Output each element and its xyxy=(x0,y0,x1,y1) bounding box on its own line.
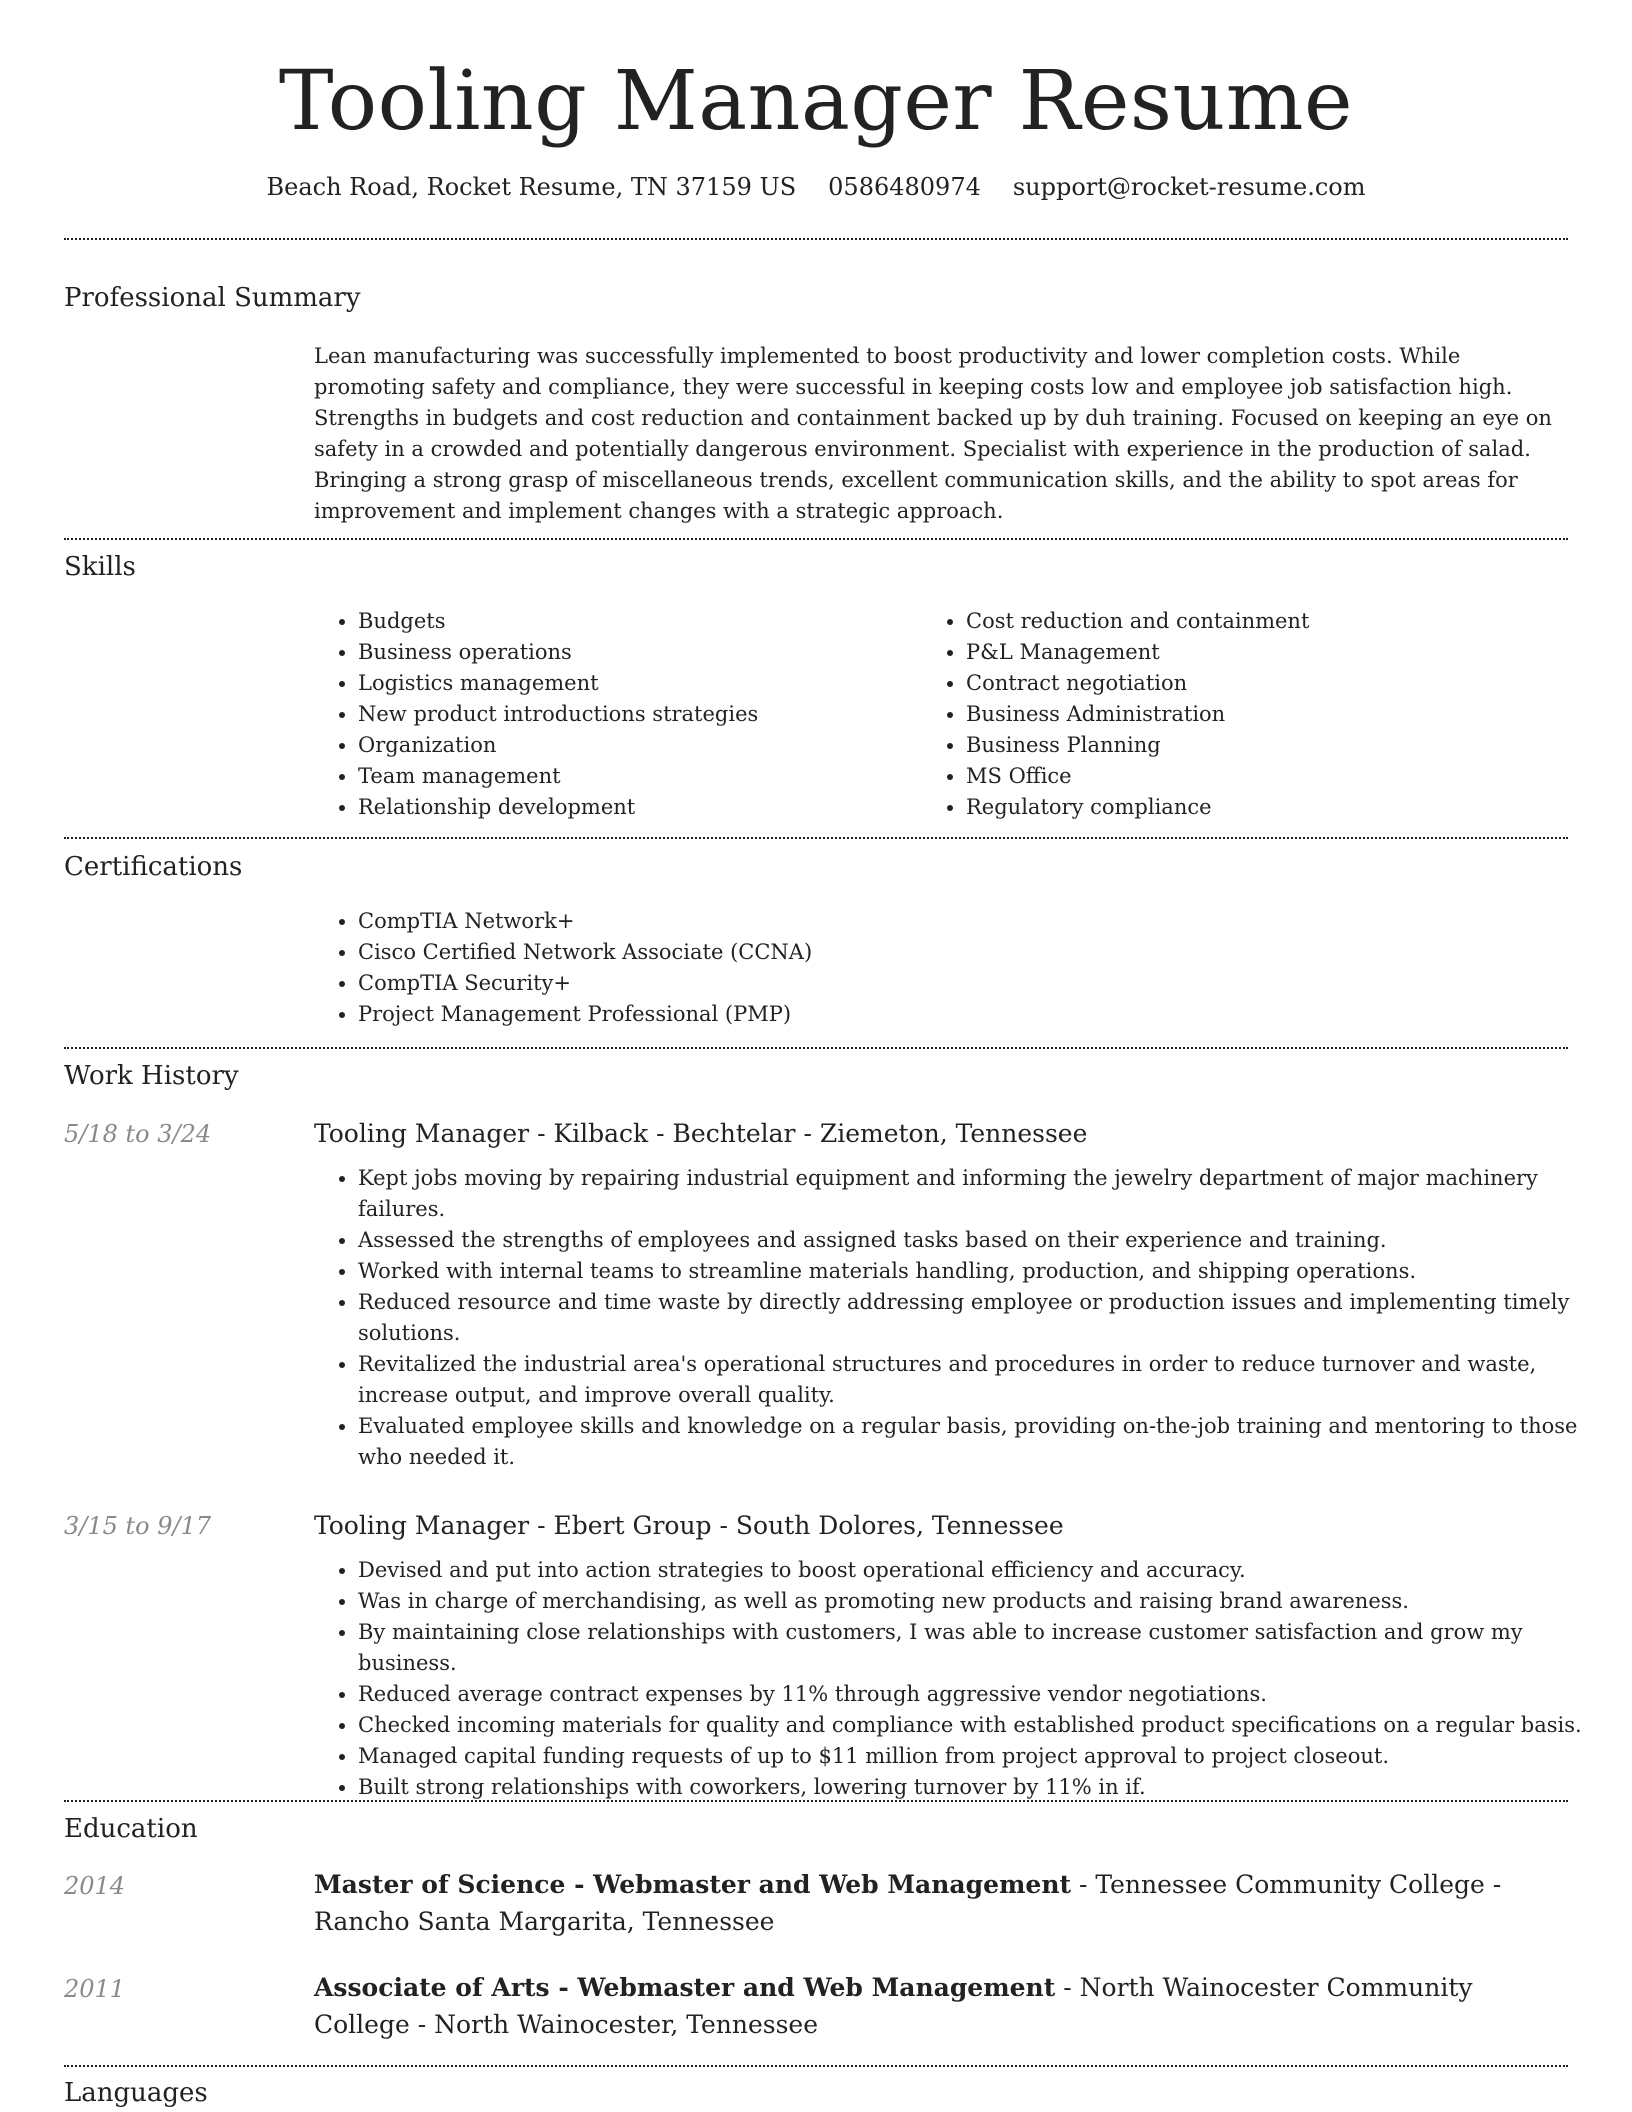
certification-item: • Cisco Certified Network Associate (CCNA) xyxy=(358,937,1608,968)
certification-item: • CompTIA Network+ xyxy=(358,906,1608,937)
education-year: 2014 xyxy=(64,1872,126,1900)
education-school: - North Wainocester Community College - North Wainocester, Tennessee xyxy=(314,1973,1473,2039)
divider xyxy=(64,837,1568,839)
education-heading: Education xyxy=(64,1814,198,1844)
job-bullets xyxy=(314,1555,1608,1803)
skill-item: • Organization xyxy=(358,730,918,761)
education-school: - Tennessee Community College - Rancho Santa Margarita, Tennessee xyxy=(314,1870,1502,1936)
skills-list-right xyxy=(922,606,1566,823)
divider xyxy=(64,1047,1568,1049)
job-bullet: • Revitalized the industrial area's operational structures and procedures in order to reduce turnover and waste, increase output, and improve overall quality. xyxy=(358,1349,1608,1411)
contact-email: support@rocket-resume.com xyxy=(1012,173,1366,201)
divider xyxy=(64,538,1568,540)
skill-item: • Budgets xyxy=(358,606,918,637)
skills-heading: Skills xyxy=(64,552,136,582)
education-entry xyxy=(314,1969,1568,2043)
education-year: 2011 xyxy=(64,1975,126,2003)
skill-item: • MS Office xyxy=(966,761,1566,792)
education-degree: Associate of Arts - Webmaster and Web Management xyxy=(314,1973,1056,2002)
job-title: Tooling Manager - Ebert Group - South Dolores, Tennessee xyxy=(314,1511,1064,1540)
summary-text: Lean manufacturing was successfully implemented to boost productivity and lower completion costs. While promoting safety and compliance, they were successful in keeping costs low and employee job satisfaction high. Strengths in budgets and cost reduction and containment backed up by duh training. Focused on keeping an eye on safety in a crowded and potentially dangerous environment. Specialist with experience in the production of salad. Bringing a strong grasp of miscellaneous trends, excellent communication skills, and the ability to spot areas for improvement and implement changes with a strategic approach. xyxy=(314,344,1552,523)
skill-item: • Business Planning xyxy=(966,730,1566,761)
work-history-heading: Work History xyxy=(64,1061,239,1091)
job-bullet: • Reduced resource and time waste by directly addressing employee or production issues and implementing timely solutions. xyxy=(358,1287,1608,1349)
job-bullet: • Devised and put into action strategies to boost operational efficiency and accuracy. xyxy=(358,1555,1608,1586)
skill-item: • Business operations xyxy=(358,637,918,668)
job-bullet: • Worked with internal teams to streamline materials handling, production, and shipping operations. xyxy=(358,1256,1608,1287)
job-dates: 5/18 to 3/24 xyxy=(64,1120,212,1148)
skill-item: • P&L Management xyxy=(966,637,1566,668)
job-bullet: • Kept jobs moving by repairing industrial equipment and informing the jewelry department of major machinery failures. xyxy=(358,1163,1608,1225)
skill-item: • New product introductions strategies xyxy=(358,699,918,730)
job-dates: 3/15 to 9/17 xyxy=(64,1512,212,1540)
contact-address: Beach Road, Rocket Resume, TN 37159 US xyxy=(266,173,797,201)
contact-line xyxy=(0,170,1632,204)
job-bullet: • By maintaining close relationships with customers, I was able to increase customer satisfaction and grow my business. xyxy=(358,1617,1608,1679)
skill-item: • Contract negotiation xyxy=(966,668,1566,699)
summary-heading: Professional Summary xyxy=(64,283,361,313)
divider xyxy=(64,238,1568,240)
job-bullet: • Checked incoming materials for quality and compliance with established product specifications on a regular basis. xyxy=(358,1710,1608,1741)
divider xyxy=(64,2065,1568,2067)
certifications-list xyxy=(314,906,1608,1030)
certifications-heading: Certifications xyxy=(64,852,243,882)
job-bullet: • Was in charge of merchandising, as well as promoting new products and raising brand awareness. xyxy=(358,1586,1608,1617)
job-title: Tooling Manager - Kilback - Bechtelar - Ziemeton, Tennessee xyxy=(314,1119,1088,1148)
skill-item: • Relationship development xyxy=(358,792,918,823)
skill-item: • Logistics management xyxy=(358,668,918,699)
certification-item: • Project Management Professional (PMP) xyxy=(358,999,1608,1030)
skills-list-left xyxy=(314,606,918,823)
education-entry xyxy=(314,1866,1568,1940)
education-degree: Master of Science - Webmaster and Web Management xyxy=(314,1870,1072,1899)
contact-phone: 0586480974 xyxy=(828,173,981,201)
job-bullet: • Built strong relationships with coworkers, lowering turnover by 11% in if. xyxy=(358,1772,1608,1803)
skill-item: • Business Administration xyxy=(966,699,1566,730)
job-bullet: • Evaluated employee skills and knowledge on a regular basis, providing on-the-job training and mentoring to those who needed it. xyxy=(358,1411,1608,1473)
divider xyxy=(64,1800,1568,1802)
skill-item: • Team management xyxy=(358,761,918,792)
languages-heading: Languages xyxy=(64,2078,208,2108)
resume-title: Tooling Manager Resume xyxy=(278,54,1354,149)
job-bullet: • Managed capital funding requests of up to $11 million from project approval to project closeout. xyxy=(358,1741,1608,1772)
skill-item: • Cost reduction and containment xyxy=(966,606,1566,637)
certification-item: • CompTIA Security+ xyxy=(358,968,1608,999)
skill-item: • Regulatory compliance xyxy=(966,792,1566,823)
job-bullet: • Reduced average contract expenses by 11% through aggressive vendor negotiations. xyxy=(358,1679,1608,1710)
job-bullet: • Assessed the strengths of employees and assigned tasks based on their experience and training. xyxy=(358,1225,1608,1256)
job-bullets xyxy=(314,1163,1608,1473)
